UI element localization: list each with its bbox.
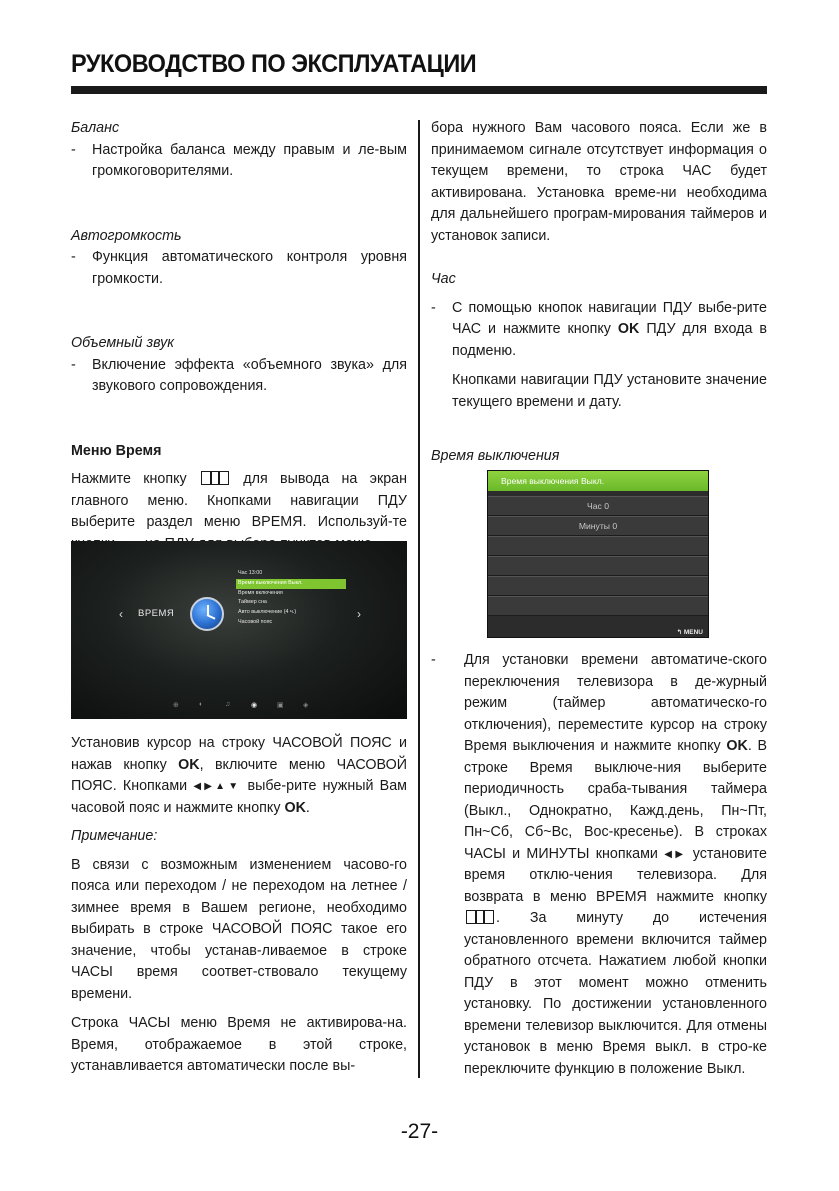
off-text-a: Для установки времени автоматиче-ского переключения телевизора в де-журный режим (таймер автоматическо-го отключения), переместите курсор на строку Время выключения и нажмите кнопку xyxy=(464,652,767,754)
empty-row xyxy=(488,576,708,596)
tv-category-icon[interactable]: ⊕ xyxy=(173,702,179,709)
right-column xyxy=(431,118,767,468)
sleep-timer-header[interactable]: Время выключения Выкл. xyxy=(488,471,708,491)
right-column-lower xyxy=(431,650,767,1080)
menu-button-icon xyxy=(466,910,494,924)
tv-category-icon[interactable]: ▣ xyxy=(277,702,284,709)
chevron-right-icon: › xyxy=(357,607,361,621)
balance-item xyxy=(71,140,407,183)
page-number: -27- xyxy=(400,1120,439,1143)
tv-menu-item[interactable]: Таймер сна xyxy=(238,599,267,606)
autovol-text: Функция автоматического контроля уровня громкости. xyxy=(92,249,407,287)
left-column xyxy=(71,118,407,555)
empty-row xyxy=(488,596,708,616)
bullet-dash: - xyxy=(71,141,76,158)
nav-arrows-icon: ◀▶▲▼ xyxy=(193,781,242,792)
hour-text-a: С помощью кнопок навигации ПДУ выбе-рите ЧАС и нажмите кнопку xyxy=(452,299,767,337)
ok-label: OK xyxy=(617,321,640,337)
off-text-d: . За минуту до истечения установленного времени включится таймер обратного отсчета. Нажатием любой кнопки ПДУ в этот момент можно отменить установку. По достижении установленного времени телевизор выключится. Для отмены установок в меню Время выкл. в стро-ке переключите функцию в положение Выкл. xyxy=(464,910,767,1077)
header-rule xyxy=(71,86,767,94)
menu-back-hint[interactable]: ↰ MENU xyxy=(676,629,703,636)
tv-category-icon-active[interactable]: ◉ xyxy=(251,702,258,709)
hour-text-2: Кнопками навигации ПДУ установите значение текущего времени и дату. xyxy=(452,372,767,410)
chevron-left-icon: ‹ xyxy=(119,607,123,621)
tv-time-menu-screenshot xyxy=(71,541,407,719)
hour-text-b: ПДУ для входа в подменю. xyxy=(452,321,767,359)
continuation-text: бора нужного Вам часового пояса. Если же в принимаемом сигнале отсутствует информация о текущем времени, то строка ЧАС будет активирована. Установка време-ни необходима для дальнейшего програм-мирования таймеров и установок записи. xyxy=(431,120,767,244)
hour-item xyxy=(431,298,767,363)
clock-icon xyxy=(190,597,224,631)
bullet-dash: - xyxy=(71,249,76,265)
column-divider xyxy=(418,120,420,1078)
note-text: В связи с возможным изменением часово-го пояса или переходом / не переходом на летнее / зимнее время в Вашем регионе, необходимо выбирать в строке ЧАСОВОЙ ПОЯС такое его значение, чтобы устанав-ливаемое в строке ЧАСЫ время соответ-ствовало текущему времени. xyxy=(71,856,407,1002)
ok-label: OK xyxy=(726,738,748,754)
tv-category-icon[interactable]: ◈ xyxy=(303,702,309,709)
intro-text-a: Нажмите кнопку xyxy=(71,471,187,487)
time-menu-title: Меню Время xyxy=(71,442,162,459)
surround-text: Включение эффекта «объемного звука» для звукового сопровождения. xyxy=(92,356,407,394)
timezone-text-b: , включите меню ЧАСОВОЙ ПОЯС. Кнопками xyxy=(71,756,407,794)
tv-section-label: ВРЕМЯ xyxy=(138,608,175,619)
ok-label: OK xyxy=(284,799,306,816)
empty-row xyxy=(488,556,708,576)
autovol-title: Автогромкость xyxy=(71,227,182,244)
sleep-timer-screenshot xyxy=(487,470,709,638)
period: . xyxy=(305,799,310,816)
surround-title: Объемный звук xyxy=(71,335,175,351)
menu-button-icon xyxy=(201,471,229,485)
off-time-title: Время выключения xyxy=(431,448,560,464)
tv-menu-item[interactable]: Авто выключение (4 ч.) xyxy=(238,609,297,616)
balance-text: Настройка баланса между правым и ле-вым громкоговорителями. xyxy=(92,141,407,179)
note-title: Примечание: xyxy=(71,828,158,844)
left-right-arrows-icon: ◀▶ xyxy=(664,848,687,860)
timezone-paragraph xyxy=(71,733,407,819)
tv-menu-item[interactable]: Часовой пояс xyxy=(238,618,273,625)
bullet-dash: - xyxy=(431,299,436,316)
surround-item xyxy=(71,355,407,398)
off-time-item xyxy=(431,650,767,1080)
off-text-b: . В строке Время выключе-ния выберите периодичность сраба-тывания таймера (Выкл., Однократно, Кажд.день, Пн~Пт, Пн~Сб, Сб~Вс, Вос-кресенье). В строках ЧАСЫ и МИНУТЫ кнопками xyxy=(464,738,767,862)
timezone-text-a: Установив курсор на строку ЧАСОВОЙ ПОЯС и нажав кнопку xyxy=(71,735,407,773)
tv-bottom-icon-bar xyxy=(167,701,317,713)
intro-text-b: для вывода на экран главного меню. Кнопками навигации ПДУ выберите раздел меню ВРЕМЯ. Используй-те xyxy=(71,471,407,530)
sleep-hour-row[interactable]: Час 0 xyxy=(488,496,708,516)
page-header-title: РУКОВОДСТВО ПО ЭКСПЛУАТАЦИИ xyxy=(71,50,477,78)
tv-menu-item[interactable]: Время включения xyxy=(238,589,283,596)
hour-title: Час xyxy=(431,271,456,287)
tv-menu-item[interactable]: Час 13:00 xyxy=(238,570,263,576)
bullet-dash: - xyxy=(431,652,436,668)
left-column-lower xyxy=(71,733,407,1078)
empty-row xyxy=(488,536,708,556)
clock-row-text: Строка ЧАСЫ меню Время не активирова-на. Время, отображаемое в этой строке, устанавливается автоматически после вы- xyxy=(71,1015,407,1074)
tv-category-icon[interactable]: ♫ xyxy=(225,701,231,708)
tv-menu-list xyxy=(236,569,346,628)
tv-menu-item-selected[interactable]: Время выключения Выкл. xyxy=(236,579,346,589)
bullet-dash: - xyxy=(71,356,76,373)
timezone-text-c: выбе-рите нужный Вам часовой пояс и нажмите кнопку xyxy=(71,778,407,816)
off-text-c: установите время отклю-чения телевизора. Для возврата в меню ВРЕМЯ нажмите кнопку xyxy=(464,845,767,905)
sleep-minutes-row[interactable]: Минуты 0 xyxy=(488,516,708,536)
balance-title: Баланс xyxy=(71,120,120,136)
ok-label: OK xyxy=(178,756,200,773)
autovol-item xyxy=(71,247,407,290)
tv-category-icon[interactable]: ◐ xyxy=(199,701,204,708)
